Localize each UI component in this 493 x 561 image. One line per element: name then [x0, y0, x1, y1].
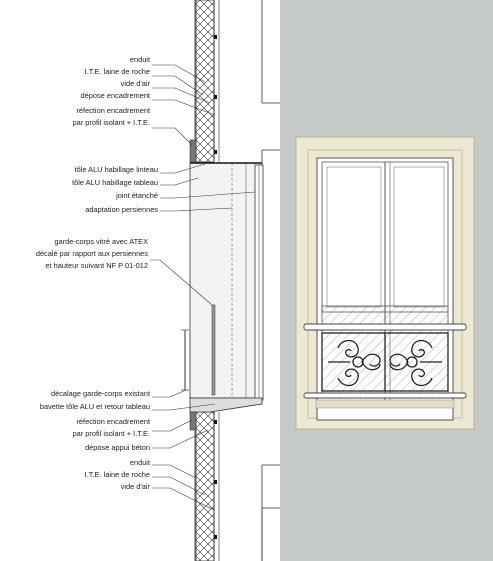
sill-bavette	[190, 398, 262, 412]
annotations	[36, 55, 158, 491]
label-vide-air-top: vide d'air	[120, 79, 150, 88]
label-refection-top-1: réfection encadrement	[76, 106, 150, 115]
glass-guardrail	[212, 305, 215, 395]
label-depose-appui: dépose appui béton	[85, 443, 150, 452]
top-rail	[304, 324, 466, 330]
label-garde-corps-2: décalé par rapport aux persiennes	[35, 249, 148, 258]
label-enduit-bottom: enduit	[129, 458, 150, 467]
label-refection-bottom-1: réfection encadrement	[76, 417, 150, 426]
label-ite-top: I.T.E. laine de roche	[84, 67, 150, 76]
label-refection-bottom-2: par profil isolant + I.T.E.	[72, 429, 150, 438]
label-decalage: décalage garde-corps existant	[50, 389, 150, 398]
label-joint: joint étanché	[116, 191, 158, 200]
bottom-rail	[304, 393, 466, 398]
label-depose-encadrement: dépose encadrement	[80, 91, 150, 100]
label-enduit-top: enduit	[129, 55, 150, 64]
label-bavette: bavette tôle ALU et retour tableau	[39, 402, 150, 411]
label-adaptation: adaptation persiennes	[85, 205, 158, 214]
label-tole-tableau: tôle ALU habillage tableau	[72, 178, 158, 187]
label-vide-air-bottom: vide d'air	[120, 482, 150, 491]
label-garde-corps-3: et hauteur suivant NF P 01-012	[45, 261, 148, 270]
label-refection-top-2: par profil isolant + I.T.E.	[72, 118, 150, 127]
label-garde-corps-1: garde-corps vitré avec ATEX	[54, 237, 148, 246]
insulation-upper	[196, 0, 214, 162]
facade-elevation	[280, 0, 493, 561]
persienne-section	[190, 163, 262, 398]
wall-section	[181, 0, 280, 561]
label-ite-bottom: I.T.E. laine de roche	[84, 470, 150, 479]
label-tole-linteau: tôle ALU habillage linteau	[74, 165, 158, 174]
